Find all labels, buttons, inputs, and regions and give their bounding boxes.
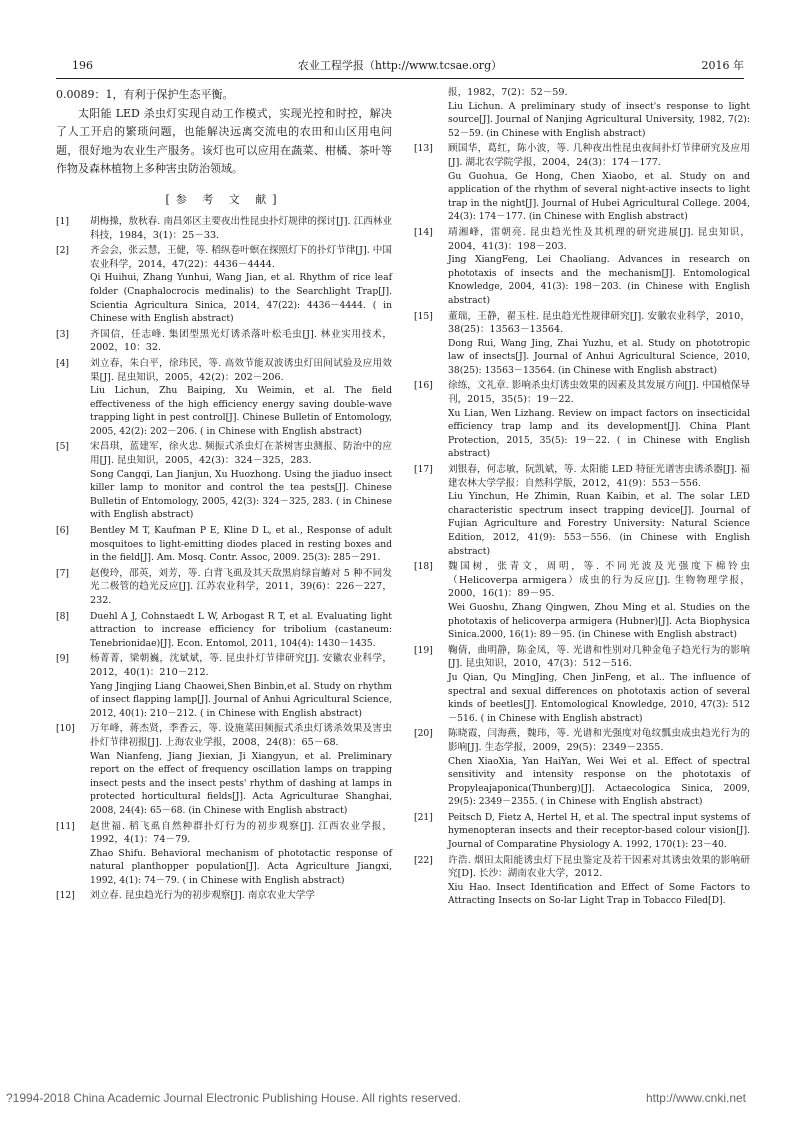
reference-line: Peitsch D, Fietz A, Hertel H, et al. The spectral input systems of hymenopteran insects and their receptor-based colour vision[J]. Journal of Comparatine Physiology A. 1992, 170(1): 23－40.: [448, 811, 750, 851]
reference-line: 杨菁菁，梁朝巍，沈斌斌，等. 昆虫扑灯节律研究[J]. 安徽农业科学，2012，40(1)：210－212.: [90, 653, 392, 678]
reference-item: [414, 142, 750, 224]
reference-line: 魏国树，张青文，周明，等. 不同光波及光强度下棉铃虫（Helicoverpa armigera）成虫的行为反应[J]. 生物物理学报，2000，16(1)：89－95.: [448, 561, 750, 600]
reference-number: [12]: [56, 890, 75, 902]
reference-item: [414, 226, 750, 308]
reference-item: [414, 560, 750, 642]
reference-line: Chen XiaoXia, Yan HaiYan, Wei Wei et al. Effect of spectral sensitivity and intensity response on the phototaxis of Propyleajaponica(Thunberg)[J]. Actaecologica Sinica, 2009, 29(5): 2349－2355. ( in Chinese with English abstract): [448, 755, 750, 808]
reference-number: [18]: [414, 561, 433, 573]
page-footer: [0, 1088, 800, 1108]
reference-line: Zhao Shifu. Behavioral mechanism of phototactic response of natural planthopper population[J]. Acta Agriculture Jiangxi, 1992, 4(1): 74－79. ( in Chinese with English abstract): [90, 847, 392, 886]
reference-line: 陈晓霞，闫海燕，魏玮，等. 光谱和光强度对龟纹瓢虫成虫趋光行为的影响[J]. 生态学报，2009，29(5)：2349－2355.: [448, 728, 750, 753]
references-heading: [参 考 文 献]: [165, 192, 283, 206]
reference-line: Jing XiangFeng, Lei Chaoliang. Advances in research on phototaxis of insects and the mechanism[J]. Entomological Knowledge, 2004, 41(3): 198－203. (in Chinese with English abstract): [448, 254, 750, 306]
footer-url[interactable]: http://www.cnki.net: [645, 1091, 746, 1105]
reference-line: 刘立春，朱白平，徐玮民，等. 高效节能双波诱虫灯田间试验及应用效果[J]. 昆虫知识，2005，42(2)：202－206.: [90, 357, 392, 383]
reference-item: [414, 811, 750, 852]
reference-line: Gu Guohua, Ge Hong, Chen Xiaobo, et al. Study on and application of the rhythm of several night-active insects to light trap in the night[J]. Journal of Hubei Agricultural College. 2004, 24(3): 174－177. (in Chinese with English abstract): [448, 170, 750, 223]
reference-number: [6]: [56, 525, 70, 537]
reference-number: [7]: [56, 567, 70, 579]
page-header: [56, 56, 744, 76]
reference-item: [414, 854, 750, 908]
reference-number: [21]: [414, 811, 433, 823]
reference-item: [414, 727, 750, 809]
reference-item: [56, 889, 392, 903]
reference-line: 报，1982，7(2)：52－59.: [448, 87, 568, 98]
reference-line: 赵俊玲，邵英，刘芳，等. 白背飞虱及其天敌黑肩绿盲蝽对 5 种不同发光二极管的趋光反应[J]. 江苏农业科学，2011，39(6)：226－227，232.: [90, 567, 392, 606]
reference-item: [56, 244, 392, 326]
page-number: 196: [72, 59, 93, 72]
reference-line: 靖湘峰，雷朝亮. 昆虫趋光性及其机理的研究进展[J]. 昆虫知识，2004，41(3)：198－203.: [448, 226, 750, 252]
reference-continuation: [414, 86, 750, 140]
reference-item: [56, 524, 392, 565]
reference-number: [11]: [56, 820, 75, 832]
publication-year: 2016 年: [701, 59, 744, 72]
journal-title: 农业工程学报（http://www.tcsae.org）: [297, 59, 503, 72]
reference-line: Liu Lichun, Zhu Baiping, Xu Weimin, et al. The field effectiveness of the high efficiency energy saving double-wave trapping light in pest control[J]. Chinese Bulletin of Entomology, 2005, 42(2): 202－206. ( in Chinese with English abstract): [90, 385, 392, 437]
reference-line: Duehl A J, Cohnstaedt L W, Arbogast R T, et al. Evaluating light attraction to increase efficiency for tribolium (castaneum: Tenebrionidae)[J]. Econ. Entomol, 2011, 104(4): 1430－1435.: [90, 610, 392, 649]
reference-line: Wei Guoshu, Zhang Qingwen, Zhou Ming et al. Studies on the phototaxis of helicoverpa armigera (Hubner)[J]. Acta Biophysica Sinica.2000, 16(1): 89－95. (in Chinese with English abstract): [448, 601, 750, 641]
references-list-left: [56, 215, 392, 903]
reference-line: Dong Rui, Wang Jing, Zhai Yuzhu, et al. Study on phototropic law of insects[J]. Journal of Anhui Agricultural Science, 2010, 38(25): 13563－13564. (in Chinese with English abstract): [448, 337, 750, 376]
reference-item: [56, 610, 392, 651]
reference-line: 齐国信，任志峰. 集团型黑光灯诱杀落叶松毛虫[J]. 林业实用技术，2002，10：32.: [90, 328, 392, 354]
reference-line: 顾国华，葛红，陈小波，等. 几种夜出性昆虫夜间扑灯节律研究及应用[J]. 湖北农学院学报，2004，24(3)：174－177.: [448, 143, 750, 168]
reference-line: 刘银春，何志敏，阮凯斌，等. 太阳能 LED 特征光谱害虫诱杀器[J]. 福建农林大学学报：自然科学版，2012，41(9)：553－556.: [448, 464, 750, 489]
reference-line: Wan Nianfeng, Jiang Jiexian, Ji Xiangyun, et al. Preliminary report on the effect of frequency oscillation lamps on trapping insect pests and the insect pests' rhythm of dashing at lamps in protected horticultural fields[J]. Acta Agriculturae Shanghai, 2008, 24(4): 65－68. (in Chinese with English abstract): [90, 750, 392, 816]
reference-number: [16]: [414, 380, 433, 392]
reference-line: 齐会会，张云慧，王健，等. 稻纵卷叶螟在探照灯下的扑灯节律[J]. 中国农业科学，2014，47(22)：4436－4444.: [90, 245, 392, 270]
reference-item: [56, 440, 392, 522]
right-column: [414, 86, 750, 910]
left-column: [56, 86, 392, 905]
reference-line: 鞠倩，曲明静，陈金凤，等. 光谱和性别对几种金龟子趋光行为的影响[J]. 昆虫知识，2010，47(3)：512－516.: [448, 644, 750, 670]
reference-number: [10]: [56, 723, 75, 735]
reference-item: [414, 310, 750, 378]
reference-number: [14]: [414, 226, 433, 238]
reference-line: Yang Jingjing Liang Chaowei,Shen Binbin,et al. Study on rhythm of insect flapping lamp[J]. Journal of Anhui Agricultural Science, 2012, 40(1): 210－212. ( in Chinese with English abstract): [90, 680, 392, 719]
reference-line: 胡梅操，敖秋春. 南昌郊区主要夜出性昆虫扑灯规律的探讨[J]. 江西林业科技，1984，3(1)：25－33.: [90, 215, 392, 241]
header-rule: [56, 78, 744, 79]
reference-line: Xu Lian, Wen Lizhang. Review on impact factors on insecticidal efficiency trap lamp and its development[J]. China Plant Protection, 2015, 35(5): 19－22. ( in Chinese with English abstract): [448, 407, 750, 460]
reference-item: [56, 567, 392, 608]
body-paragraph-2: 太阳能 LED 杀虫灯实现自动工作模式，实现光控和时控，解决了人工开启的繁琐问题，也能解决远离交流电的农田和山区用电问题，很好地为农业生产服务。该灯也可以应用在蔬菜、柑橘、茶叶等作物及森林植物上多种害虫防治领域。: [56, 106, 392, 176]
reference-line: Xiu Hao. Insect Identification and Effect of Some Factors to Attracting Insects on So-lar Light Trap in Tobacco Filed[D].: [448, 881, 750, 907]
reference-line: 许浩. 烟田太阳能诱虫灯下昆虫鉴定及若干因素对其诱虫效果的影响研究[D]. 长沙：湖南农业大学，2012.: [448, 854, 750, 880]
reference-line: 宋昌琪，蓝建军，徐火忠. 频振式杀虫灯在茶树害虫测报、防治中的应用[J]. 昆虫知识，2005，42(3)：324－325，283.: [90, 441, 392, 467]
reference-number: [8]: [56, 610, 70, 622]
reference-number: [5]: [56, 441, 70, 453]
references-list-right: [414, 142, 750, 908]
reference-line: 徐练，文礼章. 影响杀虫灯诱虫效果的因素及其发展方向[J]. 中国植保导刊，2015，35(5)：19－22.: [448, 380, 750, 406]
reference-number: [4]: [56, 357, 70, 369]
reference-number: [2]: [56, 245, 70, 257]
reference-number: [20]: [414, 728, 433, 740]
reference-item: [56, 215, 392, 242]
reference-number: [3]: [56, 328, 70, 340]
body-paragraph-1: 0.0089：1，有利于保护生态平衡。: [56, 88, 234, 101]
reference-number: [13]: [414, 143, 433, 155]
reference-item: [56, 357, 392, 439]
reference-number: [22]: [414, 854, 433, 866]
reference-line: Ju Qian, Qu MingJing, Chen JinFeng, et al.. The influence of spectral and sexual differences on phototaxis action of several kinds of beetles[J]. Entomological Knowledge, 2010, 47(3): 512－516. ( in Chinese with English abstract): [448, 671, 750, 724]
reference-line: Bentley M T, Kaufman P E, Kline D L, et al., Response of adult mosquitoes to light-emitting diodes placed in resting boxes and in the field[J]. Am. Mosq. Contr. Assoc, 2009. 25(3): 285－291.: [90, 525, 392, 564]
reference-line: Qi Huihui, Zhang Yunhui, Wang Jian, et al. Rhythm of rice leaf folder (Cnaphalocrocis medinalis) to the Searchlight Trap[J]. Scientia Agricultura Sinica, 2014, 47(22): 4436－4444. ( in Chinese with English abstract): [90, 272, 392, 325]
reference-item: [56, 820, 392, 888]
reference-line: 刘立春. 昆虫趋光行为的初步观察[J]. 南京农业大学学: [90, 890, 315, 902]
reference-line: 万年峰，蒋杰贤，季香云，等. 设施菜田频振式杀虫灯诱杀效果及害虫扑灯节律初报[J]. 上海农业学报，2008，24(8)：65－68.: [90, 723, 392, 748]
reference-item: [414, 463, 750, 558]
reference-item: [56, 652, 392, 720]
reference-number: [15]: [414, 310, 433, 322]
reference-number: [17]: [414, 464, 433, 476]
reference-item: [414, 644, 750, 726]
reference-line: Liu Yinchun, He Zhimin, Ruan Kaibin, et al. The solar LED characteristic spectrum insect trapping device[J]. Journal of Fujian Agriculture and Forestry University: Natural Science Edition, 2012, 41(9): 553－556. (in Chinese with English abstract): [448, 491, 750, 557]
copyright-notice: ?1994-2018 China Academic Journal Electronic Publishing House. All rights reserved.: [6, 1091, 461, 1105]
reference-line: 董瑞，王静，翟玉柱. 昆虫趋光性规律研究[J]. 安徽农业科学，2010，38(25)：13563－13564.: [448, 310, 750, 336]
reference-item: [56, 328, 392, 355]
reference-number: [19]: [414, 644, 433, 656]
reference-line: 赵世福. 稻飞虱自然种群扑灯行为的初步观察[J]. 江西农业学报，1992，4(1)：74－79.: [90, 820, 392, 846]
reference-number: [1]: [56, 215, 70, 227]
reference-item: [414, 379, 750, 461]
reference-line: Liu Lichun. A preliminary study of insect's response to light source[J]. Journal of Nanjing Agricultural University, 1982, 7(2): 52－59. (in Chinese with English abstract): [448, 100, 750, 139]
reference-line: Song Cangqi, Lan Jianjun, Xu Huozhong. Using the jiaduo insect killer lamp to monitor and control the tea pests[J]. Chinese Bulletin of Entomology, 2005, 42(3): 324－325, 283. ( in Chinese with English abstract): [90, 468, 392, 521]
reference-number: [9]: [56, 653, 70, 665]
reference-item: [56, 722, 392, 817]
